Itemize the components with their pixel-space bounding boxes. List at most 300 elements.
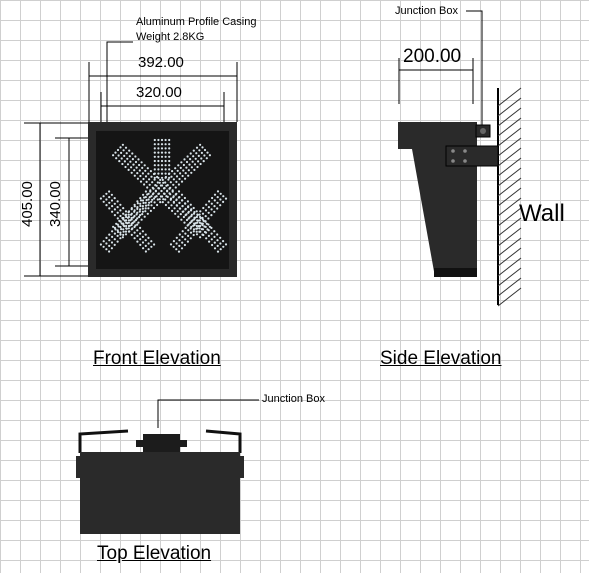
led-dot: [111, 211, 113, 213]
led-dot: [134, 204, 136, 206]
led-dot: [105, 198, 107, 200]
led-dot: [111, 236, 113, 238]
led-dot: [108, 250, 110, 252]
weight-note: Weight 2.8KG: [136, 31, 205, 43]
led-dot: [188, 164, 190, 166]
led-dot: [167, 184, 169, 186]
led-dot: [120, 220, 122, 222]
led-dot: [139, 175, 141, 177]
led-dot: [168, 168, 170, 170]
led-dot: [119, 215, 121, 217]
side-elevation-title: Side Elevation: [380, 348, 502, 369]
led-dot: [147, 204, 149, 206]
led-dot: [203, 160, 205, 162]
led-dot: [155, 190, 157, 192]
led-dot: [139, 169, 141, 171]
led-dot: [168, 173, 170, 175]
led-dot: [193, 223, 195, 225]
led-dot: [204, 149, 206, 151]
led-dot: [139, 205, 141, 207]
led-dot: [173, 246, 175, 248]
led-dot: [159, 201, 161, 203]
led-dot: [108, 190, 110, 192]
led-dot: [161, 147, 163, 149]
top-junction-note: Junction Box: [262, 393, 325, 405]
led-dot: [188, 223, 190, 225]
led-dot: [181, 205, 183, 207]
led-dot: [136, 224, 138, 226]
junction-box-gland-icon: [480, 128, 486, 134]
led-dot: [157, 152, 159, 154]
wall-hatching: [498, 88, 521, 306]
led-dot: [201, 152, 203, 154]
led-dot: [148, 193, 150, 195]
led-dot: [105, 204, 107, 206]
led-dot: [103, 195, 105, 197]
led-dot: [123, 231, 125, 233]
led-dot: [217, 245, 219, 247]
led-dot: [122, 207, 124, 209]
led-dot: [125, 210, 127, 212]
led-dot: [154, 201, 156, 203]
led-dot: [129, 155, 131, 157]
led-dot: [165, 143, 167, 145]
hatch-line: [498, 208, 521, 226]
led-dot: [165, 204, 167, 206]
led-dot: [162, 182, 164, 184]
led-dot: [217, 196, 219, 198]
led-dot: [205, 226, 207, 228]
led-dot: [199, 219, 201, 221]
led-dot: [181, 181, 183, 183]
led-dot: [128, 231, 130, 233]
led-dot: [134, 232, 136, 234]
hatch-line: [498, 288, 521, 306]
led-dot: [146, 181, 148, 183]
led-dot: [217, 251, 219, 253]
led-dot: [219, 242, 221, 244]
hatch-line: [498, 258, 521, 276]
led-dot: [125, 231, 127, 233]
led-dot: [214, 194, 216, 196]
led-dot: [225, 198, 227, 200]
led-dot: [187, 200, 189, 202]
led-dot: [108, 202, 110, 204]
led-dot: [193, 217, 195, 219]
led-dot: [137, 158, 139, 160]
led-dot: [128, 214, 130, 216]
led-dot: [121, 163, 123, 165]
hatch-line: [498, 138, 521, 156]
led-dot: [145, 239, 147, 241]
led-dot: [145, 207, 147, 209]
led-dot: [136, 212, 138, 214]
side-depth-dimension-lines: [399, 11, 482, 126]
led-dot: [208, 229, 210, 231]
led-dot: [190, 209, 192, 211]
outer-width-dimension: 392.00: [138, 54, 184, 71]
led-dot: [171, 170, 173, 172]
led-dot: [165, 139, 167, 141]
led-dot: [119, 234, 121, 236]
hatch-line: [498, 178, 521, 196]
led-dot: [139, 203, 141, 205]
hatch-line: [498, 228, 521, 246]
led-dot: [154, 147, 156, 149]
led-dot: [125, 214, 127, 216]
led-dot: [181, 194, 183, 196]
led-dot: [131, 218, 133, 220]
led-dot: [122, 213, 124, 215]
led-dot: [159, 179, 161, 181]
led-dot: [170, 198, 172, 200]
led-dot: [184, 244, 186, 246]
led-dot: [123, 155, 125, 157]
led-dot: [141, 213, 143, 215]
led-dot: [181, 236, 183, 238]
led-dot: [174, 173, 176, 175]
led-dot: [146, 186, 148, 188]
hatch-line: [498, 268, 521, 286]
led-dot: [143, 183, 145, 185]
led-dot: [195, 158, 197, 160]
led-dot: [183, 222, 185, 224]
led-dot: [208, 212, 210, 214]
led-dot: [119, 237, 121, 239]
led-dot: [182, 169, 184, 171]
led-dot: [142, 199, 144, 201]
led-dot: [122, 236, 124, 238]
led-dot: [183, 158, 185, 160]
led-dot: [176, 242, 178, 244]
led-dot: [205, 209, 207, 211]
led-dot: [108, 245, 110, 247]
led-dot: [105, 248, 107, 250]
led-dot: [199, 227, 201, 229]
led-dot: [142, 202, 144, 204]
led-dot: [161, 156, 163, 158]
led-dot: [196, 227, 198, 229]
led-dot: [103, 246, 105, 248]
led-dot: [149, 184, 151, 186]
front-elevation-view: [24, 42, 237, 277]
led-dot: [111, 205, 113, 207]
led-dot: [168, 160, 170, 162]
led-dot: [196, 210, 198, 212]
led-dot: [105, 237, 107, 239]
led-dot: [179, 172, 181, 174]
casing-note: Aluminum Profile Casing: [136, 16, 257, 28]
led-dot: [111, 247, 113, 249]
led-dot: [137, 202, 139, 204]
led-dot: [136, 235, 138, 237]
led-dot: [145, 202, 147, 204]
led-dot: [122, 234, 124, 236]
led-dot: [180, 219, 182, 221]
led-dot: [142, 241, 144, 243]
led-dot: [111, 230, 113, 232]
led-dot: [174, 167, 176, 169]
led-dot: [213, 230, 215, 232]
led-dot: [193, 207, 195, 209]
inner-height-dimension: 340.00: [47, 181, 64, 227]
led-dot: [173, 195, 175, 197]
led-dot: [147, 213, 149, 215]
led-dot: [209, 154, 211, 156]
led-dot: [202, 207, 204, 209]
led-dot: [119, 232, 121, 234]
led-dot: [134, 209, 136, 211]
led-dot: [148, 202, 150, 204]
led-dot: [173, 201, 175, 203]
led-dot: [108, 196, 110, 198]
led-dot: [118, 225, 120, 227]
led-dot: [140, 199, 142, 201]
led-dot: [165, 173, 167, 175]
hatch-line: [498, 278, 521, 296]
led-dot: [142, 230, 144, 232]
led-dot: [133, 221, 135, 223]
led-dot: [178, 196, 180, 198]
led-dot: [168, 207, 170, 209]
led-dot: [178, 183, 180, 185]
led-dot: [164, 198, 166, 200]
top-junction-box: [143, 434, 180, 452]
hatch-line: [498, 98, 521, 116]
led-dot: [165, 168, 167, 170]
led-dot: [154, 156, 156, 158]
led-dot: [119, 209, 121, 211]
led-dot: [145, 234, 147, 236]
led-dot: [154, 164, 156, 166]
led-dot: [211, 208, 213, 210]
led-dot: [199, 210, 201, 212]
top-elevation-view: [76, 400, 259, 534]
led-dot: [222, 201, 224, 203]
led-dot: [165, 152, 167, 154]
led-dot: [117, 229, 119, 231]
led-dot: [217, 190, 219, 192]
led-dot: [168, 164, 170, 166]
led-dot: [145, 205, 147, 207]
led-dot: [157, 164, 159, 166]
led-dot: [177, 164, 179, 166]
led-dot: [122, 217, 124, 219]
led-dot: [105, 193, 107, 195]
led-dot: [176, 175, 178, 177]
led-dot: [208, 206, 210, 208]
led-dot: [200, 157, 202, 159]
led-dot: [202, 218, 204, 220]
led-dot: [154, 168, 156, 170]
led-dot: [176, 237, 178, 239]
led-dot: [166, 190, 168, 192]
led-dot: [100, 243, 102, 245]
led-dot: [179, 233, 181, 235]
led-dot: [178, 251, 180, 253]
led-dot: [138, 216, 140, 218]
led-dot: [159, 198, 161, 200]
led-dot: [141, 219, 143, 221]
led-dot: [175, 248, 177, 250]
led-dot: [157, 139, 159, 141]
led-dot: [193, 169, 195, 171]
led-dot: [168, 139, 170, 141]
led-dot: [196, 216, 198, 218]
led-dot: [131, 213, 133, 215]
led-dot: [145, 250, 147, 252]
led-dot: [136, 241, 138, 243]
led-dot: [154, 160, 156, 162]
led-dot: [128, 227, 130, 229]
led-dot: [147, 207, 149, 209]
led-dot: [168, 177, 170, 179]
led-dot: [114, 152, 116, 154]
led-dot: [148, 198, 150, 200]
led-dot: [196, 233, 198, 235]
led-dot: [182, 175, 184, 177]
led-dot: [178, 190, 180, 192]
led-dot: [131, 228, 133, 230]
front-elevation-title: Front Elevation: [93, 348, 221, 369]
led-dot: [103, 240, 105, 242]
led-dot: [174, 207, 176, 209]
led-dot: [118, 160, 120, 162]
inner-width-dimension: 320.00: [136, 84, 182, 101]
led-dot: [117, 224, 119, 226]
led-dot: [125, 222, 127, 224]
led-dot: [157, 147, 159, 149]
led-dot: [181, 242, 183, 244]
led-dot: [122, 223, 124, 225]
led-dot: [168, 192, 170, 194]
led-dot: [137, 178, 139, 180]
led-dot: [142, 208, 144, 210]
led-dot: [216, 202, 218, 204]
led-dot: [117, 235, 119, 237]
led-dot: [139, 210, 141, 212]
top-junction-gland-right: [179, 440, 187, 447]
led-dot: [125, 216, 127, 218]
led-dot: [199, 144, 201, 146]
led-dot: [114, 197, 116, 199]
led-dot: [173, 240, 175, 242]
led-dot: [170, 243, 172, 245]
led-dot: [124, 160, 126, 162]
led-dot: [161, 143, 163, 145]
wall-label: Wall: [519, 200, 565, 227]
led-dot: [136, 172, 138, 174]
led-dot: [125, 227, 127, 229]
led-dot: [208, 200, 210, 202]
led-dot: [122, 228, 124, 230]
led-dot: [175, 186, 177, 188]
led-dot: [193, 228, 195, 230]
led-dot: [162, 198, 164, 200]
led-dot: [125, 147, 127, 149]
led-dot: [157, 168, 159, 170]
led-dot: [168, 147, 170, 149]
top-elevation-title: Top Elevation: [97, 543, 212, 564]
led-dot: [154, 173, 156, 175]
led-dot: [117, 241, 119, 243]
led-dot: [181, 199, 183, 201]
led-dot: [161, 184, 163, 186]
side-base-plate: [434, 268, 477, 277]
led-dot: [186, 219, 188, 221]
top-junction-gland-left: [136, 440, 144, 447]
led-dot: [187, 229, 189, 231]
led-dot: [141, 167, 143, 169]
led-dot: [135, 161, 137, 163]
led-dot: [139, 227, 141, 229]
led-dot: [145, 196, 147, 198]
led-dot: [168, 156, 170, 158]
wall-bracket: [446, 146, 498, 166]
led-dot: [136, 167, 138, 169]
led-dot: [186, 161, 188, 163]
led-dot: [187, 155, 189, 157]
led-dot: [146, 199, 148, 201]
led-dot: [139, 208, 141, 210]
led-dot: [119, 226, 121, 228]
led-dot: [114, 214, 116, 216]
led-dot: [205, 237, 207, 239]
led-dot: [125, 219, 127, 221]
led-dot: [131, 152, 133, 154]
led-dot: [169, 187, 171, 189]
led-dot: [190, 237, 192, 239]
led-dot: [183, 216, 185, 218]
led-dot: [205, 204, 207, 206]
top-junction-leader: [158, 400, 259, 428]
led-dot: [125, 225, 127, 227]
led-dot: [139, 244, 141, 246]
led-dot: [151, 181, 153, 183]
led-dot: [183, 164, 185, 166]
led-dot: [150, 201, 152, 203]
led-dot: [117, 200, 119, 202]
led-dot: [118, 154, 120, 156]
led-dot: [145, 245, 147, 247]
led-dot: [196, 214, 198, 216]
led-dot: [162, 201, 164, 203]
led-dot: [117, 149, 119, 151]
led-dot: [145, 190, 147, 192]
led-dot: [117, 212, 119, 214]
led-dot: [220, 248, 222, 250]
led-dot: [225, 243, 227, 245]
led-dot: [157, 143, 159, 145]
led-dot: [114, 238, 116, 240]
led-dot: [222, 240, 224, 242]
led-dot: [219, 198, 221, 200]
top-right-bracket: [206, 431, 240, 453]
led-dot: [165, 177, 167, 179]
led-dot: [180, 161, 182, 163]
hatch-line: [498, 108, 521, 126]
led-dot: [137, 222, 139, 224]
led-dot: [139, 233, 141, 235]
outer-height-dimension: 405.00: [19, 181, 36, 227]
led-dot: [190, 215, 192, 217]
led-dot: [196, 147, 198, 149]
led-dot: [100, 197, 102, 199]
led-dot: [157, 173, 159, 175]
led-dot: [129, 161, 131, 163]
led-dot: [207, 217, 209, 219]
led-dot: [117, 217, 119, 219]
